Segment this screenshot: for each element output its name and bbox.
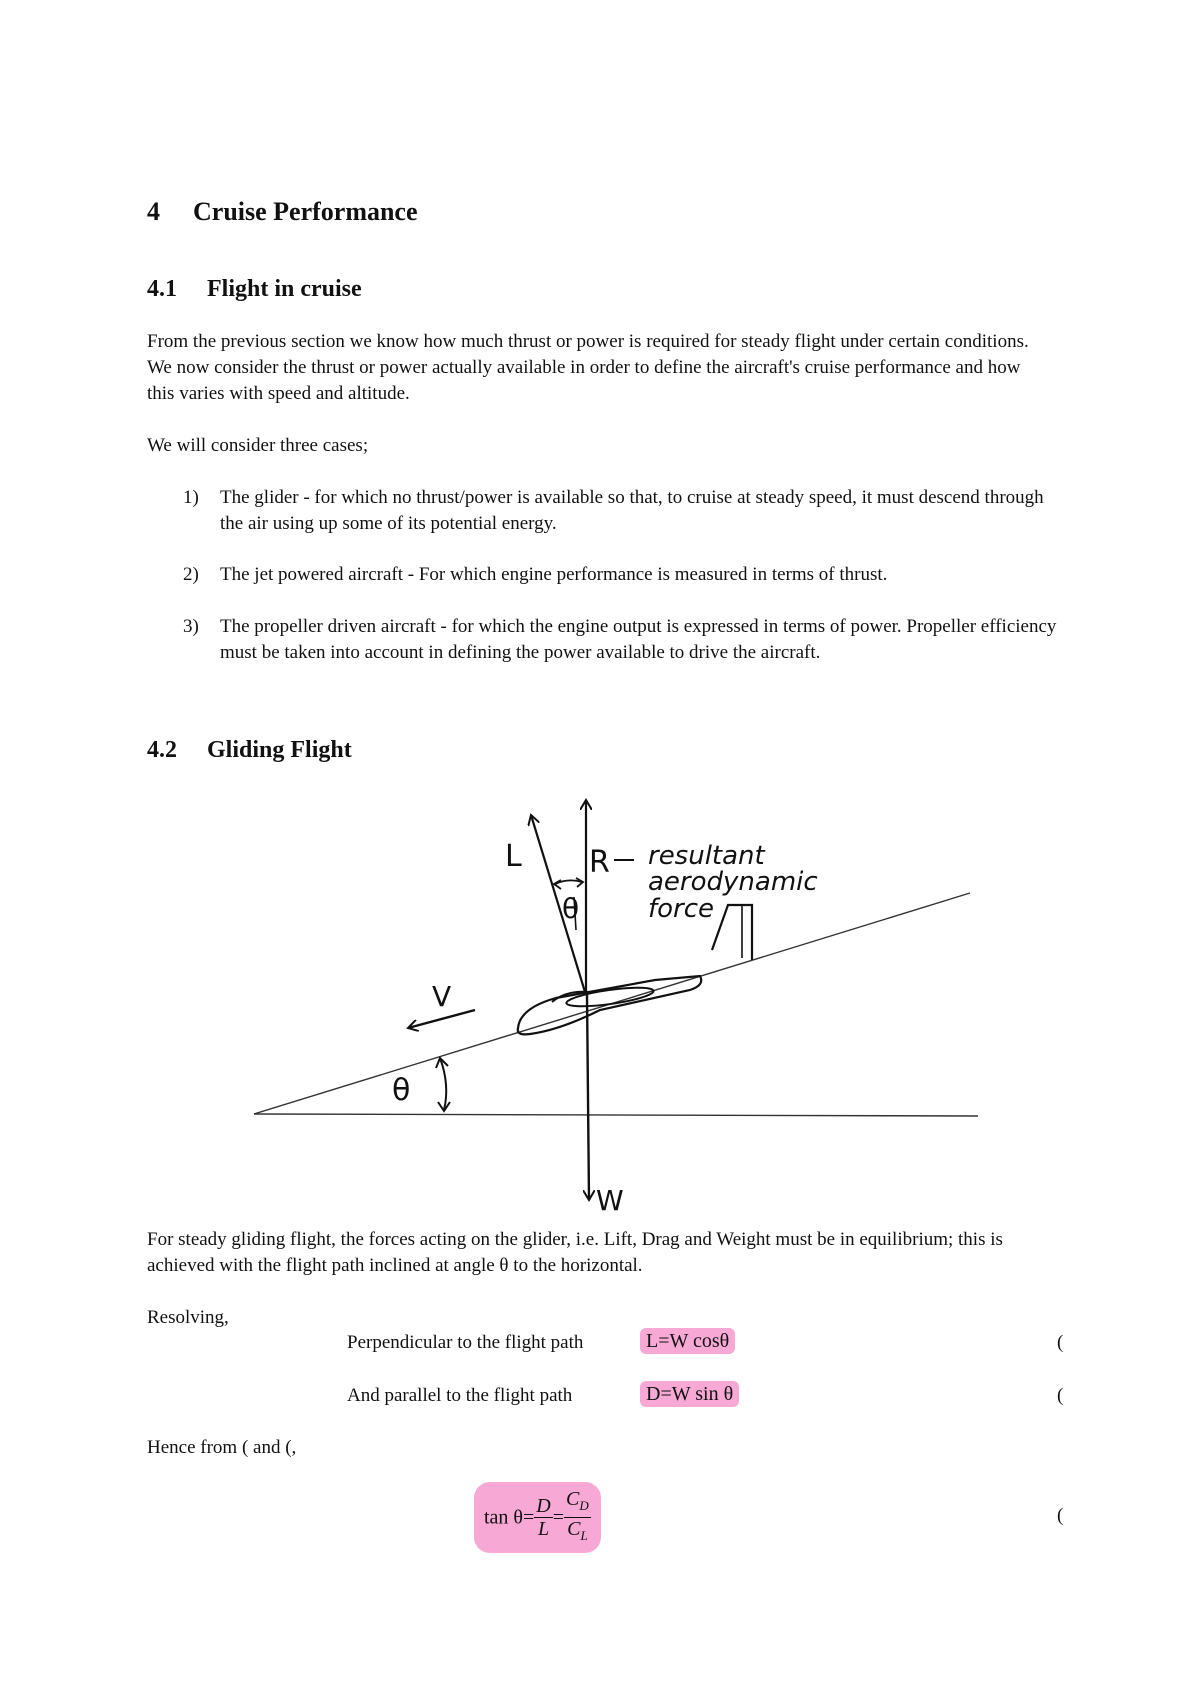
section-number: 4 — [147, 197, 160, 226]
equation-tan-highlight — [474, 1482, 601, 1553]
fraction-denominator: $C_L$ — [567, 1518, 588, 1543]
label-V: V — [432, 980, 452, 1013]
list-number: 3) — [183, 616, 199, 637]
weight-vector — [587, 995, 589, 1200]
list-number: 1) — [183, 487, 199, 508]
equation-tan — [474, 1482, 601, 1553]
list-text: The jet powered aircraft - For which engine performance is measured in terms of thrust. — [220, 564, 888, 585]
fraction-numerator: $C_D$ — [564, 1488, 591, 1518]
equation-tan-equals: = — [552, 1506, 565, 1529]
fraction-denominator: L — [537, 1518, 550, 1540]
equation-number: ( — [1057, 1385, 1064, 1406]
label-W: W — [596, 1184, 624, 1217]
equation-lift — [640, 1328, 735, 1354]
equation-number: ( — [1057, 1505, 1064, 1526]
label-theta-top: θ — [562, 892, 580, 925]
fraction-cd-over-cl — [564, 1488, 591, 1547]
angle-arc-bottom — [440, 1058, 446, 1110]
list-text: The propeller driven aircraft - for which the engine output is expressed in terms of power. Propeller efficiency must be taken into account in defining the power available to drive the aircraft. — [220, 616, 1057, 663]
subsection-title: Flight in cruise — [207, 276, 362, 302]
list-text: The glider - for which no thrust/power is available so that, to cruise at steady speed, it must descend through the air using up some of its potential energy. — [220, 487, 1044, 534]
equation-drag — [640, 1381, 739, 1407]
subsection-number: 4.1 — [147, 276, 177, 302]
cases-intro: We will consider three cases; — [147, 435, 369, 456]
hence-text: Hence from ( and (, — [147, 1437, 297, 1458]
parallel-label: And parallel to the flight path — [347, 1385, 573, 1406]
fraction-numerator: D — [536, 1495, 551, 1517]
steady-gliding-paragraph: For steady gliding flight, the forces acting on the glider, i.e. Lift, Drag and Weight must be in equilibrium; this is achieved with the flight path inclined at angle θ to the horizontal. — [147, 1229, 1003, 1276]
section-title: Cruise Performance — [193, 197, 418, 226]
fraction-d-over-l — [534, 1495, 552, 1540]
intro-paragraph: From the previous section we know how much thrust or power is required for steady flight under certain conditions. We now consider the thrust or power actually available in order to define the aircraft's cruise performance and how this varies with speed and altitude. — [147, 331, 1029, 404]
subsection-title: Gliding Flight — [207, 737, 352, 763]
equation-drag-text: D=W sin θ — [640, 1381, 739, 1407]
resolving-text: Resolving, — [147, 1307, 229, 1328]
label-theta-bottom: θ — [392, 1073, 411, 1108]
label-aerodynamic: aerodynamic — [648, 867, 818, 897]
list-number: 2) — [183, 564, 199, 585]
equation-tan-lhs: tan θ= — [484, 1506, 535, 1529]
perpendicular-label: Perpendicular to the flight path — [347, 1332, 584, 1353]
label-force: force — [648, 894, 715, 924]
equation-number: ( — [1057, 1332, 1064, 1353]
equation-lift-text: L=W cosθ — [640, 1328, 735, 1354]
subsection-number: 4.2 — [147, 737, 177, 763]
glider-tail-fin — [712, 905, 752, 960]
label-R: R — [589, 845, 610, 880]
label-resultant: resultant — [648, 841, 765, 871]
horizontal-line — [254, 1114, 978, 1116]
label-L: L — [505, 839, 522, 874]
